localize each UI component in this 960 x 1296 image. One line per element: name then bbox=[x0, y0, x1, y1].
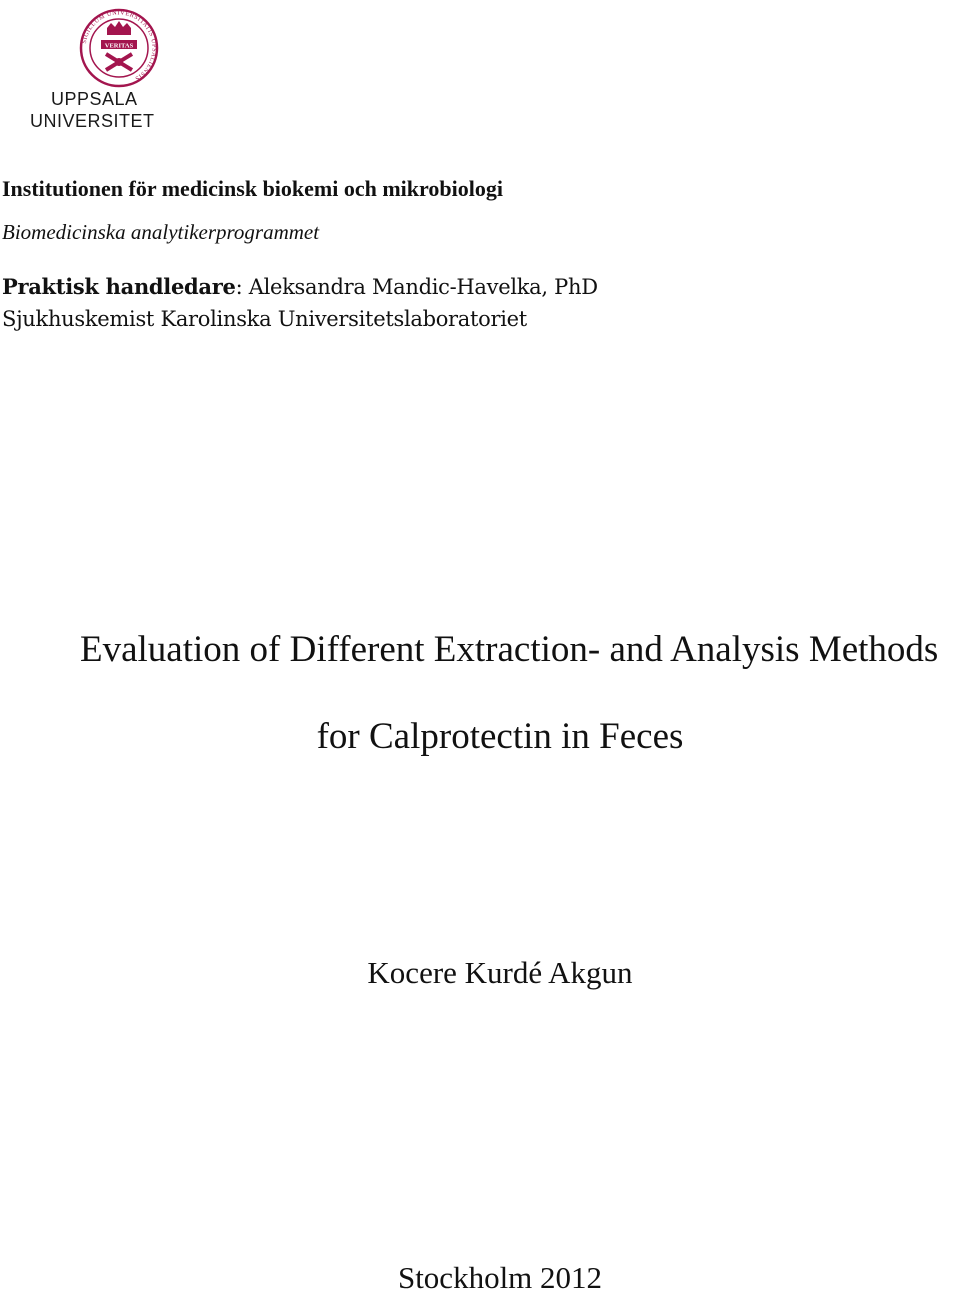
supervisor-label: Praktisk handledare bbox=[2, 274, 236, 299]
logo-line-universitet: UNIVERSITET bbox=[30, 111, 155, 131]
logo-line-uppsala: UPPSALA bbox=[51, 89, 138, 109]
place-and-year: Stockholm 2012 bbox=[397, 1260, 603, 1295]
university-seal-icon bbox=[79, 8, 159, 88]
seal-banner: VERITAS bbox=[104, 42, 134, 50]
thesis-title-line-2: for Calprotectin in Feces bbox=[316, 716, 684, 757]
supervisor-name: : Aleksandra Mandic-Havelka, PhD bbox=[235, 275, 598, 299]
author-name: Kocere Kurdé Akgun bbox=[367, 955, 633, 990]
supervisor-line bbox=[2, 274, 598, 299]
university-logo bbox=[18, 6, 188, 136]
department-heading: Institutionen för medicinsk biokemi och mikrobiologi bbox=[2, 176, 503, 201]
program-name: Biomedicinska analytikerprogrammet bbox=[2, 220, 320, 244]
seal-inscription: SIGILLUM UNIVERSITATIS UPSALIENSIS bbox=[80, 9, 158, 83]
thesis-title-line-1: Evaluation of Different Extraction- and Analysis Methods bbox=[80, 629, 939, 670]
supervisor-affiliation: Sjukhuskemist Karolinska Universitetslaboratoriet bbox=[2, 307, 527, 331]
